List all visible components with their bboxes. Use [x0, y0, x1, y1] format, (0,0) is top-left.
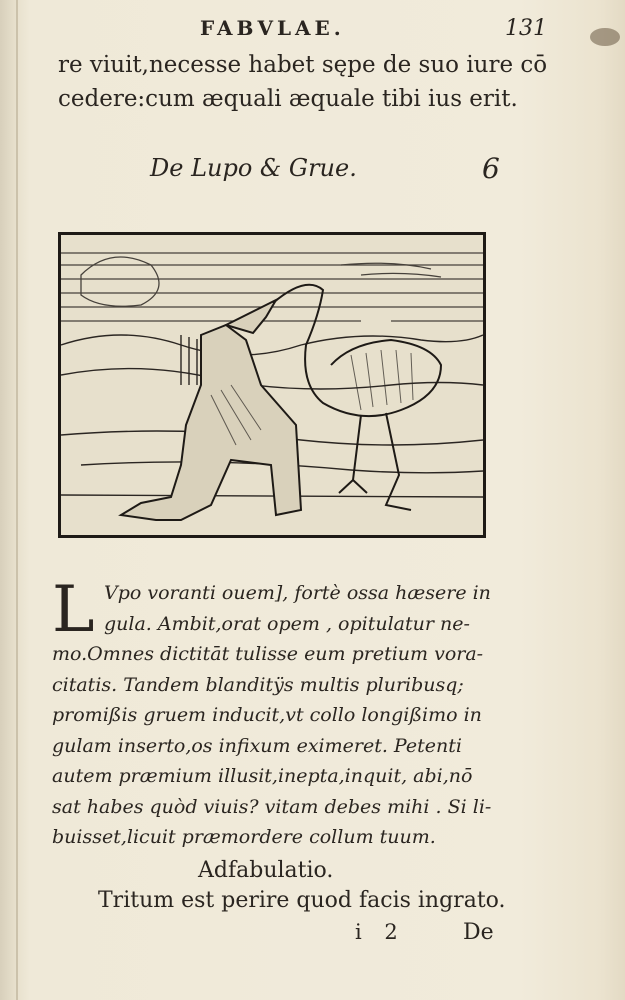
wolf-and-crane-woodcut — [61, 235, 483, 535]
page-gutter — [16, 0, 18, 1000]
text-line: cedere:cum æquali æquale tibi ius erit. — [58, 86, 518, 112]
text-line: promißis gruem inducit,vt collo longißimo in — [52, 704, 482, 726]
catchword: De — [463, 920, 494, 945]
fable-text — [52, 573, 522, 853]
ink-stain — [590, 28, 620, 46]
text-line: citatis. Tandem blanditÿs multis pluribusq; — [52, 673, 464, 696]
signature-mark: i 2 — [355, 920, 406, 944]
folio-number: 131 — [505, 16, 547, 41]
fable-title: De Lupo & Grue. — [150, 154, 357, 182]
text-line: re viuit,necesse habet sępe de suo iure cō — [58, 52, 548, 78]
text-line: gula. Ambit,orat opem , opitulatur ne- — [104, 612, 470, 635]
woodcut-illustration — [58, 232, 486, 538]
drop-cap: L — [52, 573, 95, 647]
text-line: gulam inserto,os infixum eximeret. Petenti — [52, 734, 462, 757]
running-head — [0, 14, 625, 44]
text-line: sat habes quòd viuis? vitam debes mihi . Si li- — [52, 795, 492, 818]
running-head-title: FABVLAE. — [200, 16, 345, 40]
text-line: autem præmium illusit,inepta,inquit, abi,nō — [52, 765, 473, 787]
moral-label: Adfabulatio. — [198, 858, 334, 883]
text-line: mo.Omnes dictitāt tulisse eum pretium vora- — [52, 643, 484, 665]
text-line: Vpo voranti ouem], fortè ossa hæsere in — [104, 582, 491, 604]
fable-heading — [150, 154, 510, 188]
fable-number: 6 — [482, 152, 500, 185]
moral-text: Tritum est perire quod facis ingrato. — [98, 888, 506, 913]
text-line: buisset,licuit præmordere collum tuum. — [52, 826, 436, 848]
previous-fable-ending — [58, 48, 548, 116]
